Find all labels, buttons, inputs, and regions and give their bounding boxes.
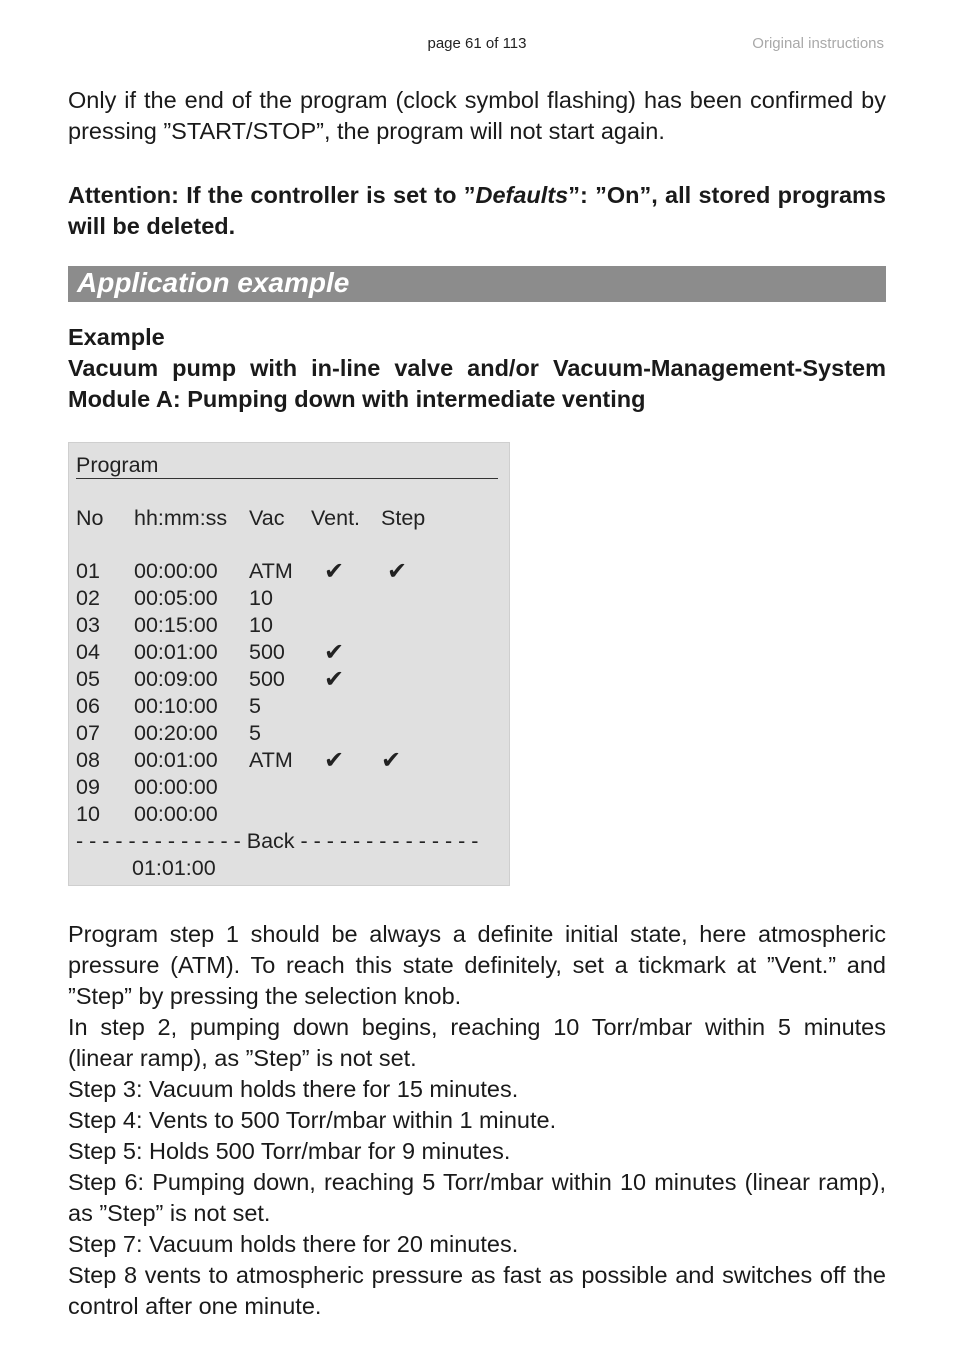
example-subtitle: Vacuum pump with in-line valve and/or Vacuum-Management-System Module A: Pumping down with intermediate venting xyxy=(68,355,886,412)
explanation-paragraph: Program step 1 should be always a definite initial state, here atmospheric pressure (ATM). To reach this state definitely, set a tickmark at ”Vent.” and ”Step” by pressing the selection knob. xyxy=(68,921,886,1009)
row-time: 00:20:00 xyxy=(134,721,218,745)
program-row[interactable] xyxy=(69,558,509,585)
row-vent-tick: ✔ xyxy=(324,558,345,585)
section-title: Application example xyxy=(68,266,886,302)
program-row[interactable] xyxy=(69,747,509,774)
page-number: page 61 of 113 xyxy=(427,35,527,52)
header-no: No xyxy=(76,506,104,530)
row-time: 00:01:00 xyxy=(134,748,218,772)
program-row[interactable] xyxy=(69,774,509,801)
row-time: 00:00:00 xyxy=(134,775,218,799)
row-no: 04 xyxy=(76,640,100,664)
back-line[interactable]: - - - - - - - - - - - - - Back - - - - - - - - - - - - - - xyxy=(76,829,479,853)
total-time: 01:01:00 xyxy=(132,856,216,880)
explanation-block xyxy=(68,919,886,1322)
row-time: 00:15:00 xyxy=(134,613,218,637)
example-label: Example xyxy=(68,324,165,350)
explanation-step: Step 8 vents to atmospheric pressure as fast as possible and switches off the control after one minute. xyxy=(68,1262,886,1319)
row-time: 00:05:00 xyxy=(134,586,218,610)
explanation-step: Step 4: Vents to 500 Torr/mbar within 1 minute. xyxy=(68,1107,557,1133)
row-vent-tick: ✔ xyxy=(324,639,345,666)
row-time: 00:00:00 xyxy=(134,559,218,583)
attention-prefix: Attention: If the controller is set to ” xyxy=(68,182,476,208)
row-no: 05 xyxy=(76,667,100,691)
row-no: 09 xyxy=(76,775,100,799)
row-time: 00:09:00 xyxy=(134,667,218,691)
row-vac: 10 xyxy=(249,586,273,610)
program-row[interactable] xyxy=(69,693,509,720)
row-no: 10 xyxy=(76,802,100,826)
intro-paragraph: Only if the end of the program (clock symbol flashing) has been confirmed by pressing ”START/STOP”, the program will not start again. xyxy=(68,87,886,144)
row-time: 00:10:00 xyxy=(134,694,218,718)
row-no: 03 xyxy=(76,613,100,637)
header-time: hh:mm:ss xyxy=(134,506,228,530)
explanation-step: Step 6: Pumping down, reaching 5 Torr/mbar within 10 minutes (linear ramp), as ”Step” is not set. xyxy=(68,1169,886,1226)
header-vac: Vac xyxy=(249,506,285,530)
program-row[interactable] xyxy=(69,639,509,666)
row-no: 01 xyxy=(76,559,100,583)
explanation-step: Step 7: Vacuum holds there for 20 minutes. xyxy=(68,1231,519,1257)
row-time: 00:01:00 xyxy=(134,640,218,664)
row-vac: 10 xyxy=(249,613,273,637)
program-row[interactable] xyxy=(69,801,509,828)
row-vac: 500 xyxy=(249,667,285,691)
program-row[interactable] xyxy=(69,612,509,639)
row-no: 02 xyxy=(76,586,100,610)
row-vac: 5 xyxy=(249,694,261,718)
header-vent: Vent. xyxy=(311,506,361,530)
row-step-tick: ✔ xyxy=(387,558,408,585)
attention-suffix: ”: ”On”, all stored programs will be deleted. xyxy=(68,182,886,239)
row-no: 08 xyxy=(76,748,100,772)
row-vac: ATM xyxy=(249,559,293,583)
program-header-row xyxy=(69,505,509,532)
program-title: Program xyxy=(76,452,498,479)
row-step-tick: ✔ xyxy=(381,747,402,774)
row-no: 07 xyxy=(76,721,100,745)
header-step: Step xyxy=(381,506,426,530)
program-row[interactable] xyxy=(69,666,509,693)
example-heading-block xyxy=(68,322,886,415)
explanation-step: Step 5: Holds 500 Torr/mbar for 9 minutes. xyxy=(68,1138,511,1164)
row-no: 06 xyxy=(76,694,100,718)
program-display-panel xyxy=(68,442,510,886)
original-instructions-label: Original instructions xyxy=(752,35,884,52)
row-vent-tick: ✔ xyxy=(324,666,345,693)
row-vent-tick: ✔ xyxy=(324,747,345,774)
row-vac: 500 xyxy=(249,640,285,664)
attention-paragraph xyxy=(68,180,886,242)
row-vac: ATM xyxy=(249,748,293,772)
row-time: 00:00:00 xyxy=(134,802,218,826)
row-vac: 5 xyxy=(249,721,261,745)
explanation-paragraph: In step 2, pumping down begins, reaching 10 Torr/mbar within 5 minutes (linear ramp), as ”Step” is not set. xyxy=(68,1014,886,1071)
program-row[interactable] xyxy=(69,585,509,612)
attention-emphasis: Defaults xyxy=(475,182,569,208)
explanation-step: Step 3: Vacuum holds there for 15 minutes. xyxy=(68,1076,519,1102)
program-row[interactable] xyxy=(69,720,509,747)
